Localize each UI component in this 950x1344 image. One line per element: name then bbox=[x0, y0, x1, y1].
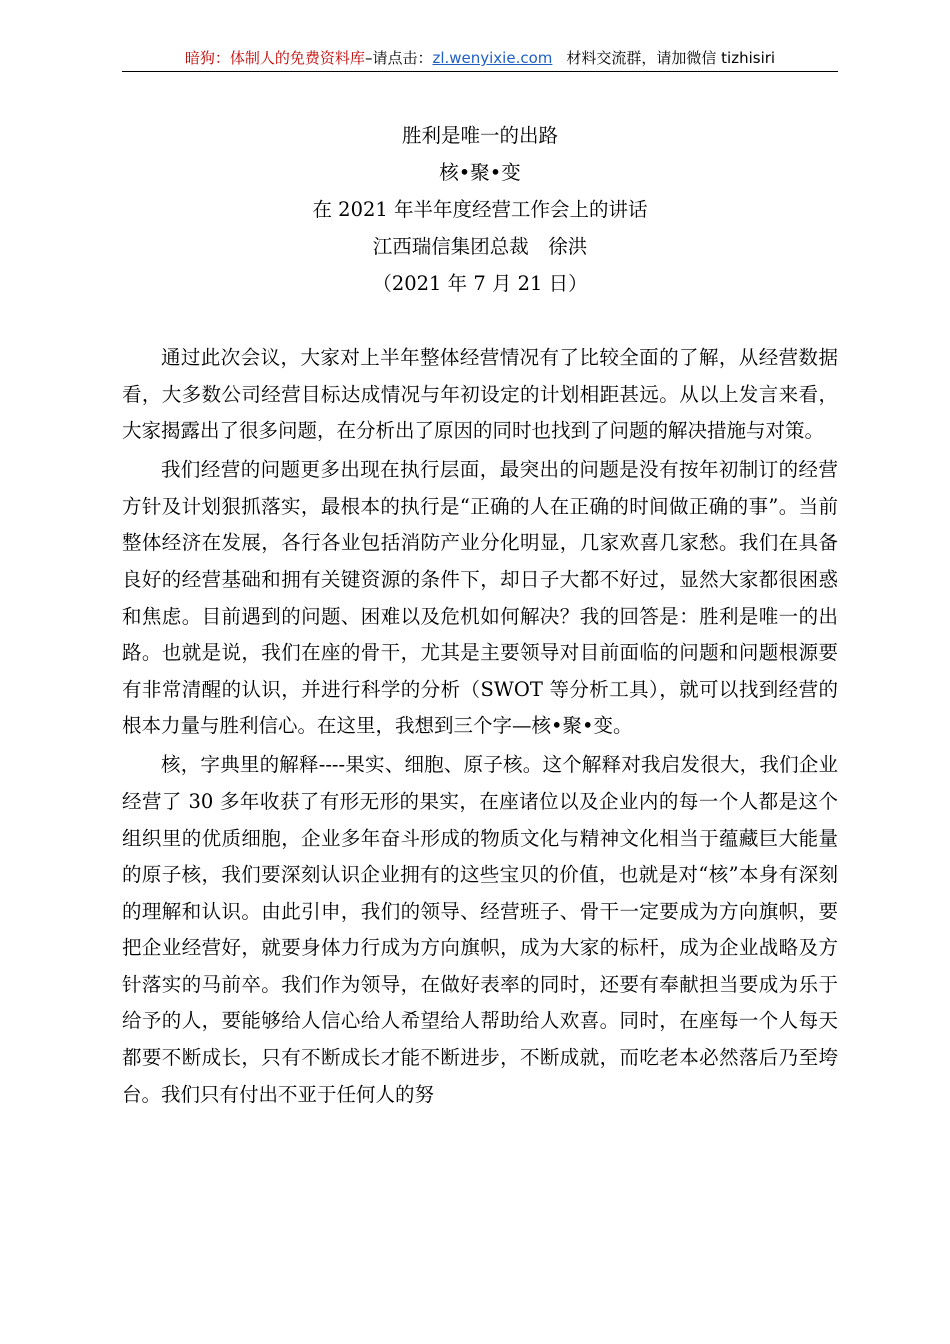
document-occasion: 在 2021 年半年度经营工作会上的讲话 bbox=[312, 198, 648, 221]
header-brand-text: 暗狗：体制人的免费资料库 bbox=[184, 49, 365, 67]
body-paragraph-1: 通过此次会议，大家对上半年整体经营情况有了比较全面的了解，从经营数据看，大多数公司经营目标达成情况与年初设定的计划相距甚远。从以上发言来看，大家揭露出了很多问题，在分析出了原因的同时也找到了问题的解决措施与对策。 bbox=[122, 346, 838, 443]
document-speaker: 江西瑞信集团总裁 徐洪 bbox=[372, 235, 588, 258]
document-title: 胜利是唯一的出路 bbox=[401, 124, 558, 147]
page-header bbox=[122, 46, 838, 70]
body-paragraph-2: 我们经营的问题更多出现在执行层面，最突出的问题是没有按年初制订的经营方针及计划狠抓落实，最根本的执行是“正确的人在正确的时间做正确的事”。当前整体经济在发展，各行各业包括消防产业分化明显，几家欢喜几家愁。我们在具备良好的经营基础和拥有关键资源的条件下，却日子大都不好过，显然大家都很困惑和焦虑。目前遇到的问题、困难以及危机如何解决？我的回答是：胜利是唯一的出路。也就是说，我们在座的骨干，尤其是主要领导对目前面临的问题和问题根源要有非常清醒的认识，并进行科学的分析（SWOT 等分析工具），就可以找到经营的根本力量与胜利信心。在这里，我想到三个字—核•聚•变。 bbox=[122, 458, 838, 738]
header-wechat-text: 材料交流群，请加微信 tizhisiri bbox=[566, 49, 776, 67]
document-date: （2021 年 7 月 21 日） bbox=[372, 272, 588, 295]
document-body bbox=[122, 340, 838, 1116]
header-website-link[interactable]: zl.wenyixie.com bbox=[432, 49, 553, 67]
header-divider bbox=[122, 71, 838, 72]
body-paragraph-3: 核，字典里的解释----果实、细胞、原子核。这个解释对我启发很大，我们企业经营了 30 多年收获了有形无形的果实，在座诸位以及企业内的每一个人都是这个组织里的优质细胞，企业多年奋斗形成的物质文化与精神文化相当于蕴藏巨大能量的原子核，我们要深刻认识企业拥有的这些宝贝的价值，也就是对“核”本身有深刻的理解和认识。由此引申，我们的领导、经营班子、骨干一定要成为方向旗帜，要把企业经营好，就要身体力行成为方向旗帜，成为大家的标杆，成为企业战略及方针落实的马前卒。我们作为领导，在做好表率的同时，还要有奉献担当要成为乐于给予的人，要能够给人信心给人希望给人帮助给人欢喜。同时，在座每一个人每天都要不断成长，只有不断成长才能不断进步，不断成就，而吃老本必然落后乃至垮台。我们只有付出不亚于任何人的努 bbox=[122, 753, 838, 1106]
document-subtitle: 核•聚•变 bbox=[439, 161, 521, 184]
header-prompt-text: –请点击： bbox=[364, 49, 433, 67]
title-block bbox=[122, 117, 838, 302]
